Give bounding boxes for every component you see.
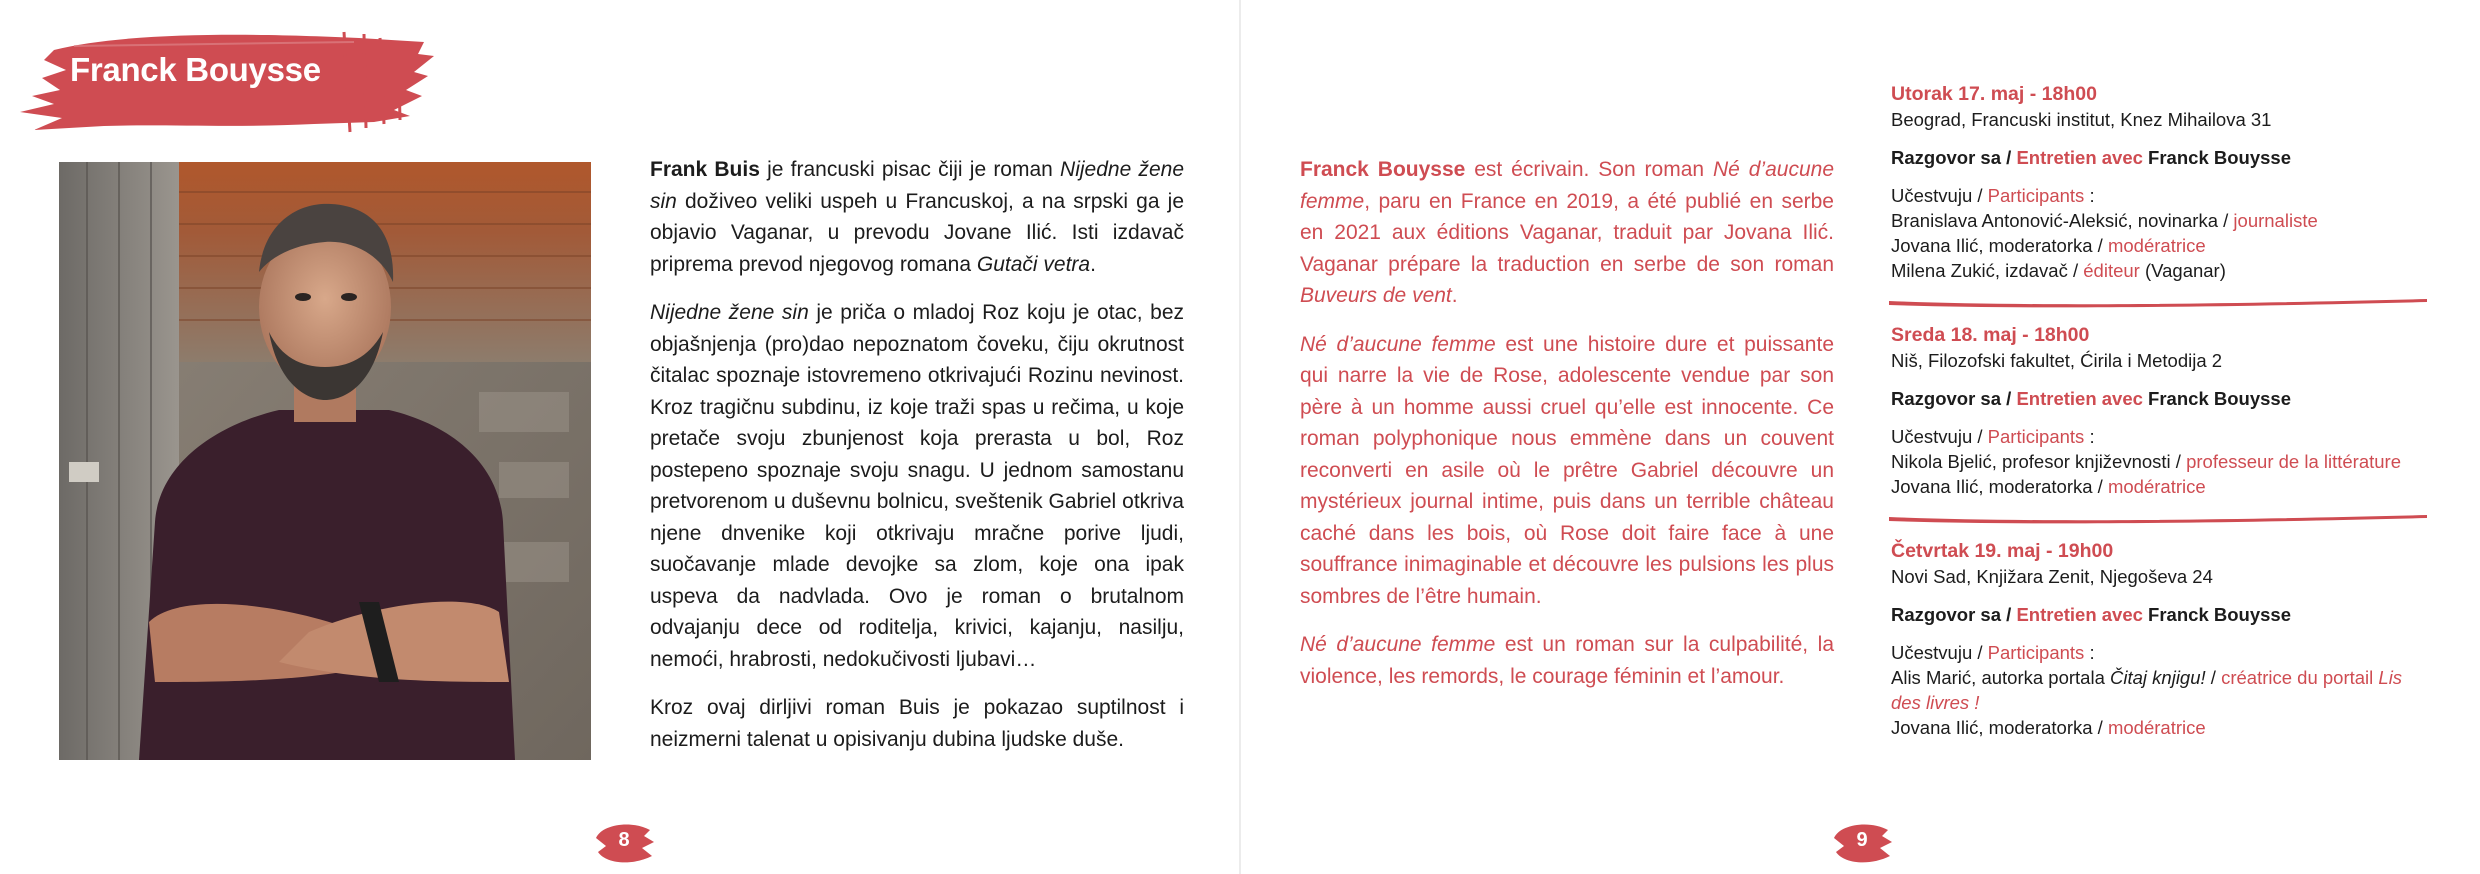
page-number-badge [1830, 818, 1894, 866]
talk-sr: Razgovor sa [1891, 147, 2002, 168]
author-name: Franck Bouysse [1300, 158, 1466, 181]
page-number: 8 [618, 829, 630, 851]
divider-swoosh [1889, 297, 2427, 309]
participant-fr: professeur de la littérature [2186, 451, 2402, 472]
participant-row [1891, 233, 2427, 258]
participant-sr: Milena Zukić, izdavač / [1891, 260, 2084, 281]
event-talk [1891, 145, 2427, 170]
talk-name: Franck Bouysse [2142, 604, 2291, 625]
bio-text: . [1451, 284, 1458, 307]
participants-heading: Učestvuju / Participants : [1891, 185, 2095, 206]
separator: / [2001, 388, 2017, 409]
separator: / [2205, 667, 2222, 688]
bio-fr-paragraph-3 [1300, 629, 1834, 692]
participant-row [1891, 715, 2427, 740]
participants-fr: Participants [1987, 426, 2085, 447]
divider-swoosh [1889, 513, 2427, 525]
event-date: Sreda 18. maj - 18h00 [1891, 324, 2090, 346]
page-number-badge [592, 818, 656, 866]
page-number: 9 [1856, 829, 1868, 851]
participants-heading: Učestvuju / Participants : [1891, 426, 2095, 447]
bio-paragraph-1 [650, 154, 1184, 280]
bio-text: , paru en France en 2019, a été publié en serbe en 2021 aux éditions Vaganar, traduit par Jovana Ilić. Vaganar prépare la traduction en serbe de son roman [1300, 189, 1834, 276]
participant-fr: journaliste [2233, 210, 2318, 231]
bio-fr-paragraph-1 [1300, 154, 1834, 312]
bio-text: je francuski pisac čiji je roman [759, 158, 1061, 181]
events-list [1891, 82, 2427, 740]
talk-sr: Razgovor sa [1891, 604, 2002, 625]
book-title: Nijedne žene sin [650, 301, 809, 324]
participant-row [1891, 208, 2427, 233]
portal-name: Čitaj knjigu! [2110, 667, 2206, 688]
colon: : [2084, 426, 2095, 447]
author-bio-french [1300, 154, 1834, 709]
participants-fr: Participants [1987, 642, 2085, 663]
participant-tail: (Vaganar) [2139, 260, 2226, 281]
participant-row [1891, 258, 2427, 283]
participant-fr: éditeur [2083, 260, 2140, 281]
event-date: Utorak 17. maj - 18h00 [1891, 83, 2097, 105]
talk-fr: Entretien avec [2016, 147, 2143, 168]
participants-sr: Učestvuju [1891, 642, 1973, 663]
event-date: Četvrtak 19. maj - 19h00 [1891, 540, 2114, 562]
event-item [1891, 82, 2427, 283]
participant-sr: Jovana Ilić, moderatorka / [1891, 235, 2108, 256]
participants-heading: Učestvuju / Participants : [1891, 642, 2095, 663]
participants-sr: Učestvuju [1891, 185, 1973, 206]
book-title: Gutači vetra [976, 252, 1091, 276]
participant-sr: Jovana Ilić, moderatorka / [1891, 476, 2108, 497]
bio-text: est une histoire dure et puissante qui narre la vie de Rose, adolescente vendue par son père à un homme aussi cruel qu’elle est innocente. Ce roman polyphonique nous emmène dans un couvent reconverti en asile où le prêtre Gabriel découvre un mystérieux journal intime, puis dans un terrible château caché dans les bois, où Rose doit faire face à une souffrance inimaginable et découvre les pulsions les plus sombres de l’être humain. [1300, 332, 1834, 608]
book-title: Né d’aucune femme [1300, 158, 1834, 213]
book-title: Nijedne žene sin [650, 158, 1184, 213]
participant-sr: Nikola Bjelić, profesor književnosti / [1891, 451, 2187, 472]
colon: : [2084, 642, 2095, 663]
page-divider [1239, 0, 1241, 874]
portal-name-fr: Lis des livres ! [1891, 667, 2403, 713]
participant-fr: modératrice [2107, 717, 2206, 738]
talk-name: Franck Bouysse [2142, 388, 2291, 409]
event-talk [1891, 602, 2427, 627]
book-title: Buveurs de vent [1300, 284, 1452, 307]
event-place: Niš, Filozofski fakultet, Ćirila i Metodija 2 [1891, 350, 2223, 371]
talk-fr: Entretien avec [2016, 388, 2143, 409]
separator: / [2001, 604, 2017, 625]
colon: : [2084, 185, 2095, 206]
talk-fr: Entretien avec [2016, 604, 2143, 625]
author-bio-serbian [650, 154, 1184, 772]
participants-sr: Učestvuju [1891, 426, 1973, 447]
bio-text: est un roman sur la culpabilité, la violence, les remords, le courage féminin et l’amour. [1300, 633, 1835, 688]
separator: / [2001, 147, 2017, 168]
author-portrait-photo [59, 162, 591, 760]
participant-sr: Branislava Antonović-Aleksić, novinarka / [1891, 210, 2234, 231]
participant-fr: modératrice [2107, 235, 2206, 256]
book-title: Né d’aucune femme [1300, 332, 1496, 356]
author-title: Franck Bouysse [70, 51, 321, 88]
participant-row [1891, 665, 2427, 715]
bio-fr-paragraph-2 [1300, 329, 1834, 613]
participant-fr: créatrice du portail [2221, 667, 2379, 688]
event-place: Beograd, Francuski institut, Knez Mihailova 31 [1891, 109, 2272, 130]
bio-text: doživeo veliki uspeh u Francuskoj, a na srpski ga je objavio Vaganar, u prevodu Jovane Ilić. Isti izdavač priprema prevod njegovog romana [650, 189, 1184, 276]
talk-name: Franck Bouysse [2142, 147, 2291, 168]
bio-paragraph-3: Kroz ovaj dirljivi roman Buis je pokazao suptilnost i neizmerni talenat u opisivanju dubina ljudske duše. [650, 696, 1184, 751]
participant-sr: Jovana Ilić, moderatorka / [1891, 717, 2108, 738]
participants-fr: Participants [1987, 185, 2085, 206]
bio-text: je priča o mladoj Roz koju je otac, bez objašnjenja (pro)dao nepoznatom čoveku, čiju okrutnost čitalac spoznaje istovremeno otkrivajući Rozinu nevinost. Kroz tragičnu subdinu, iz koje traži spas u rečima, u koje pretače svoju zbunjenost koja prerasta u bol, Roz postepeno spoznaje svoju snagu. U jednom samostanu pretvorenom u duševnu bolnicu, sveštenik Gabriel otkriva njene dnvenike koji otkrivaju mračne porive ljudi, suočavanje mlade devojke sa zlom, koje ona ipak uspeva da nadvlada. Ovo je roman o brutalnom odvajanju dece od roditelja, krivici, kajanju, nasilju, nemoći, hrabrosti, nedokučivosti ljubavi… [650, 301, 1185, 671]
event-item [1891, 323, 2427, 499]
bio-paragraph-2 [650, 297, 1184, 675]
bio-text: est écrivain. Son roman [1465, 158, 1713, 181]
participant-row [1891, 474, 2427, 499]
participant-row [1891, 449, 2427, 474]
bio-text: . [1090, 252, 1096, 276]
participant-fr: modératrice [2107, 476, 2206, 497]
event-talk [1891, 386, 2427, 411]
talk-sr: Razgovor sa [1891, 388, 2002, 409]
book-title: Né d’aucune femme [1300, 633, 1496, 656]
event-place: Novi Sad, Knjižara Zenit, Njegoševa 24 [1891, 566, 2213, 587]
author-name: Frank Buis [650, 158, 760, 181]
event-item [1891, 539, 2427, 740]
participant-sr: Alis Marić, autorka portala [1891, 667, 2111, 688]
